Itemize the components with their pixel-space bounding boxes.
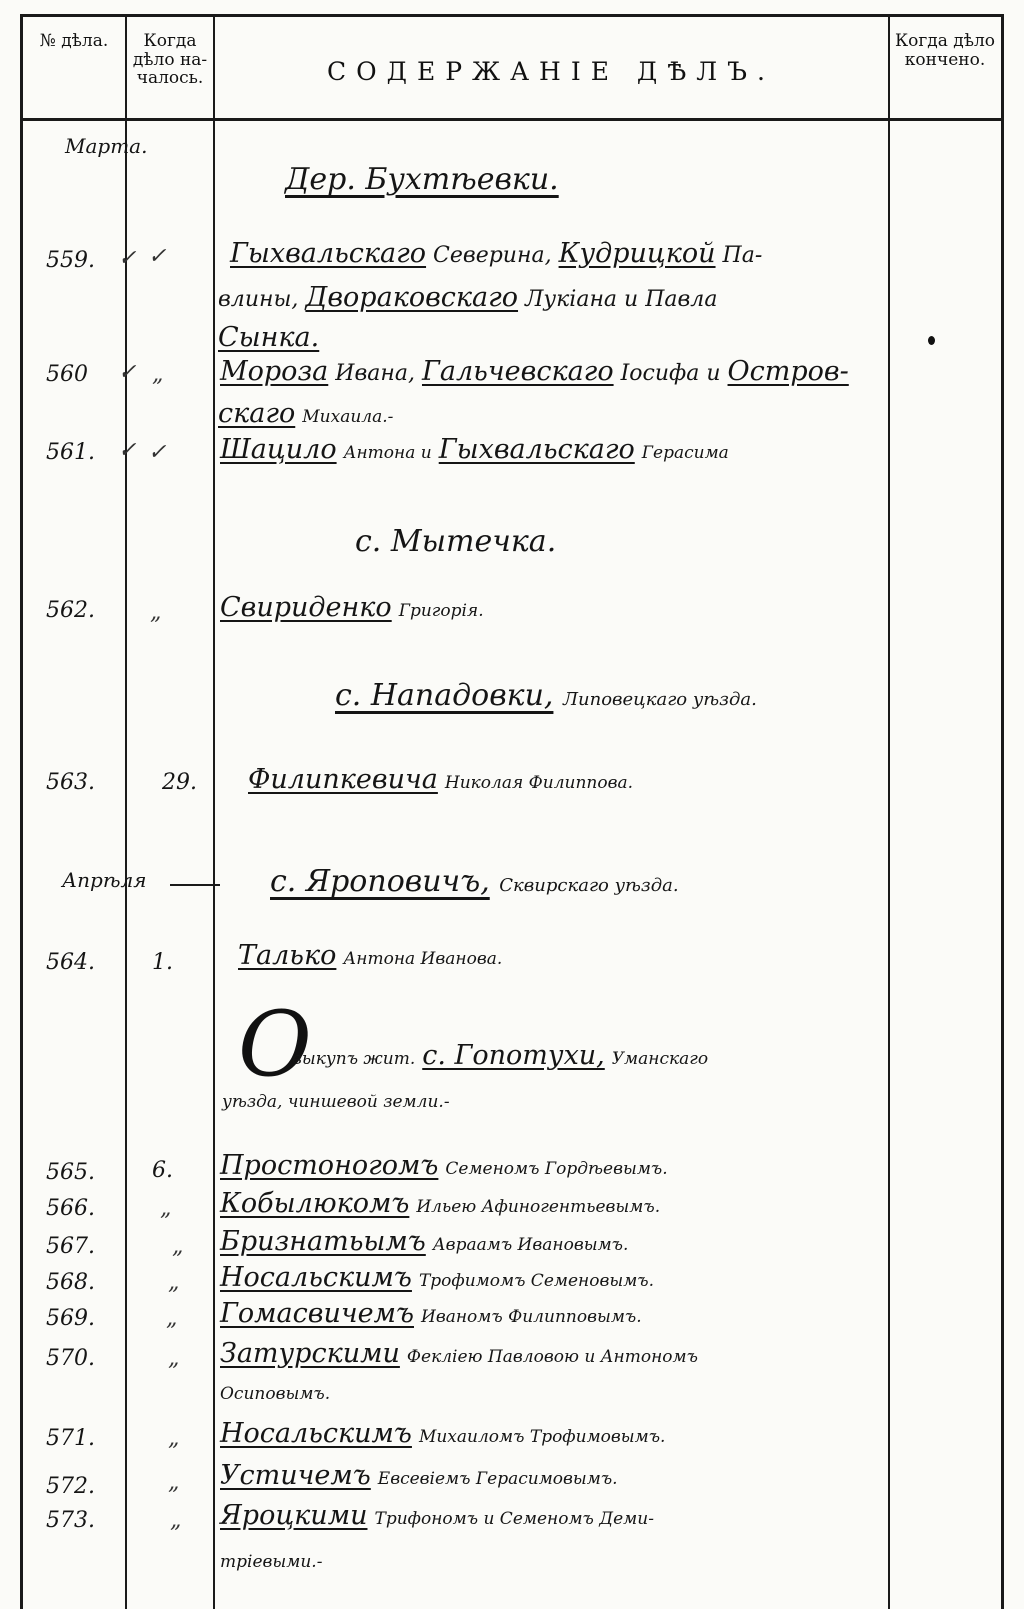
- case-number: 564.: [46, 950, 95, 975]
- start-date: „: [166, 1306, 178, 1331]
- top-border: [20, 14, 1004, 17]
- ink-dot: [928, 336, 935, 345]
- case-number: 571.: [46, 1426, 95, 1451]
- section-heading-4: с. Яроповичъ, Сквирскаго уѣзда.: [270, 864, 679, 899]
- case-number: 566.: [46, 1196, 95, 1221]
- buyout-line-2: уѣзда, чиншевой земли.-: [222, 1092, 450, 1112]
- right-border: [1001, 14, 1004, 1609]
- col-divider-3: [888, 14, 890, 1609]
- case-number: 567.: [46, 1234, 95, 1259]
- start-date: „: [172, 1234, 184, 1259]
- left-border: [20, 14, 23, 1609]
- start-date: ✓: [148, 440, 167, 465]
- entry-line: Носальскимъ Михаиломъ Трофимовымъ.: [220, 1418, 666, 1449]
- entry-line: Устичемъ Евсевіемъ Герасимовымъ.: [220, 1460, 618, 1491]
- entry-line: скаго Михаила.-: [218, 398, 394, 429]
- month-april: Апрѣля: [62, 868, 147, 892]
- month-march: Марта.: [65, 134, 148, 158]
- check-mark: ✓: [118, 438, 137, 463]
- check-mark: ✓: [118, 360, 137, 385]
- entry-line: Шацило Антона и Гыхвальскаго Герасима: [220, 434, 729, 465]
- entry-line: влины, Двораковскаго Лукiана и Павла: [218, 282, 718, 313]
- start-date: ✓: [148, 244, 167, 269]
- entry-line: Осиповымъ.: [220, 1384, 331, 1404]
- initial-letter-o: O: [238, 992, 312, 1097]
- entry-line: тріевыми.-: [220, 1552, 323, 1572]
- buyout-line-1: выкупъ жит. с. Гопотухи, Уманскаго: [292, 1040, 709, 1071]
- section-heading-1: Дер. Бухтѣевки.: [285, 162, 559, 197]
- start-date: „: [170, 1508, 182, 1533]
- case-number: 568.: [46, 1270, 95, 1295]
- start-date: 6.: [152, 1158, 173, 1183]
- start-date: 1.: [152, 950, 173, 975]
- entry-line: Затурскими Фекліею Павловою и Антономъ: [220, 1338, 698, 1369]
- case-number: 572.: [46, 1474, 95, 1499]
- entry-line: Кобылюкомъ Ильею Афиногентьевымъ.: [220, 1188, 661, 1219]
- col-divider-2: [213, 14, 215, 1609]
- entry-line: Гыхвальскаго Северина, Кудрицкой Па-: [230, 238, 763, 269]
- case-number: 569.: [46, 1306, 95, 1331]
- header-title: СОДЕРЖАНІЕ ДѢЛЪ.: [327, 57, 775, 86]
- entry-line: Носальскимъ Трофимомъ Семеновымъ.: [220, 1262, 655, 1293]
- entry-line: Гомасвичемъ Иваномъ Филипповымъ.: [220, 1298, 642, 1329]
- entry-line: Простоногомъ Семеномъ Гордѣевымъ.: [220, 1150, 668, 1181]
- start-date: „: [168, 1346, 180, 1371]
- entry-line: Сынка.: [218, 322, 320, 353]
- case-number: 565.: [46, 1160, 95, 1185]
- header-start-date: Когда дѣло на-чалось.: [132, 31, 208, 89]
- header-case-number: № дѣла.: [39, 31, 109, 51]
- start-date: „: [160, 1196, 172, 1221]
- entry-line: Яроцкими Трифономъ и Семеномъ Деми-: [220, 1500, 654, 1531]
- entry-line: Филипкевича Николая Филиппова.: [248, 764, 634, 795]
- case-number: 560: [46, 362, 88, 387]
- header-end-date: Когда дѣло кончено.: [894, 31, 996, 70]
- start-date: „: [168, 1426, 180, 1451]
- case-number: 570.: [46, 1346, 95, 1371]
- entry-line: Мороза Ивана, Гальчевскаго Іосифа и Остров-: [220, 356, 849, 387]
- case-number: 559.: [46, 248, 95, 273]
- april-dash: [170, 884, 220, 886]
- check-mark: ✓: [118, 246, 137, 271]
- header-bottom-rule: [20, 118, 1004, 121]
- case-number: 563.: [46, 770, 95, 795]
- start-date: 29.: [162, 770, 197, 795]
- case-number: 561.: [46, 440, 95, 465]
- entry-line: Талько Антона Иванова.: [238, 940, 503, 971]
- section-heading-2: с. Мытечка.: [355, 524, 557, 559]
- entry-line: Бризнатьымъ Авраамъ Ивановымъ.: [220, 1226, 629, 1257]
- section-heading-3: с. Нападовки, Липовецкаго уѣзда.: [335, 678, 757, 713]
- start-date: „: [152, 362, 164, 387]
- case-number: 562.: [46, 598, 95, 623]
- entry-line: Свириденко Григорія.: [220, 592, 484, 623]
- start-date: „: [168, 1270, 180, 1295]
- start-date: „: [150, 600, 162, 625]
- case-number: 573.: [46, 1508, 95, 1533]
- start-date: „: [168, 1470, 180, 1495]
